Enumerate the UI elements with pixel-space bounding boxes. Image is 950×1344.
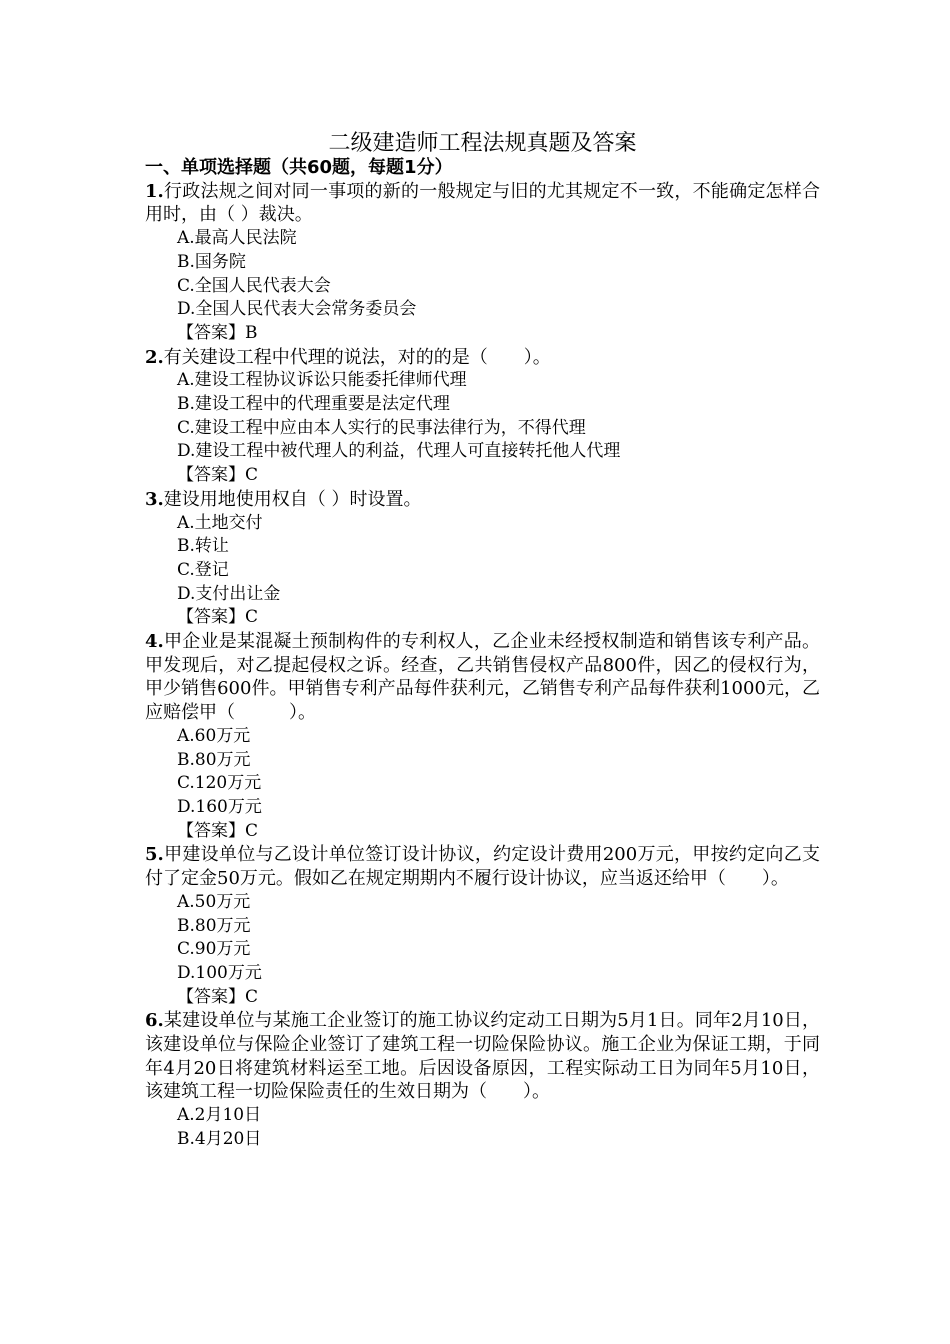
answer-option: D.全国人民代表大会常务委员会 bbox=[177, 299, 417, 320]
question-number: 1. bbox=[145, 180, 164, 202]
question-text: 甲企业是某混凝土预制构件的专利权人，乙企业未经授权制造和销售该专利产品。甲发现后，对乙提起侵权之诉。经查，乙共销售侵权产品800件，因乙的侵权行为，甲少销售600件。甲销售专利产品每件获利元，乙销售专利产品每件获利1000元，乙应赔偿甲（ ）。 bbox=[145, 631, 820, 724]
question-block bbox=[145, 180, 820, 346]
answer-option: C.90万元 bbox=[177, 939, 251, 960]
answer-option: B.建设工程中的代理重要是法定代理 bbox=[177, 394, 450, 415]
answer-option: D.100万元 bbox=[177, 962, 262, 983]
question-text: 某建设单位与某施工企业签订的施工协议约定动工日期为5月1日。同年2月10日，该建设单位与保险企业签订了建筑工程一切险保险协议。施工企业为保证工期，于同年4月20日将建筑材料运至工地。后因设备原因，工程实际动工日为同年5月10日，该建筑工程一切险保险责任的生效日期为（ ）。 bbox=[145, 1010, 820, 1103]
answer-key: 【答案】C bbox=[177, 465, 259, 486]
question-text: 甲建设单位与乙设计单位签订设计协议，约定设计费用200万元，甲按约定向乙支付了定金50万元。假如乙在规定期期内不履行设计协议，应当返还给甲（ ）。 bbox=[145, 844, 820, 890]
answer-option: C.登记 bbox=[177, 559, 229, 580]
question-number: 2. bbox=[145, 346, 164, 368]
question-text: 行政法规之间对同一事项的新的一般规定与旧的尤其规定不一致，不能确定怎样合用时，由（ ）裁决。 bbox=[145, 180, 820, 226]
question-stem bbox=[145, 180, 820, 227]
question-number: 5. bbox=[145, 844, 164, 866]
answer-option: B.国务院 bbox=[177, 251, 246, 272]
answer-option: C.建设工程中应由本人实行的民事法律行为，不得代理 bbox=[177, 417, 586, 438]
answer-key: 【答案】C bbox=[177, 607, 259, 628]
answer-option: A.2月10日 bbox=[177, 1105, 262, 1126]
answer-key: 【答案】C bbox=[177, 986, 259, 1007]
question-block bbox=[145, 630, 820, 843]
answer-option: B.4月20日 bbox=[177, 1128, 262, 1149]
question-block bbox=[145, 488, 820, 630]
answer-option: B.80万元 bbox=[177, 749, 251, 770]
question-text: 有关建设工程中代理的说法，对的的是（ ）。 bbox=[163, 346, 551, 368]
question-stem bbox=[145, 843, 820, 890]
document-title: 二级建造师工程法规真题及答案 bbox=[328, 131, 637, 156]
question-stem bbox=[145, 488, 820, 512]
answer-option: A.建设工程协议诉讼只能委托律师代理 bbox=[177, 370, 467, 391]
question-block bbox=[145, 1009, 820, 1151]
question-number: 6. bbox=[145, 1010, 164, 1032]
answer-option: C.120万元 bbox=[177, 773, 262, 794]
question-list bbox=[145, 180, 820, 1152]
answer-option: A.土地交付 bbox=[177, 512, 263, 533]
answer-option: A.60万元 bbox=[177, 725, 251, 746]
question-stem bbox=[145, 630, 820, 725]
answer-option: A.50万元 bbox=[177, 891, 251, 912]
question-number: 4. bbox=[145, 631, 164, 653]
document-content bbox=[145, 128, 820, 1152]
answer-key: 【答案】B bbox=[177, 322, 258, 343]
answer-option: D.建设工程中被代理人的利益，代理人可直接转托他人代理 bbox=[177, 441, 621, 462]
question-block bbox=[145, 843, 820, 1009]
question-text: 建设用地使用权自（ ）时设置。 bbox=[163, 488, 422, 510]
answer-option: B.转让 bbox=[177, 536, 229, 557]
question-stem bbox=[145, 346, 820, 370]
question-block bbox=[145, 346, 820, 488]
answer-option: D.支付出让金 bbox=[177, 583, 281, 604]
answer-option: D.160万元 bbox=[177, 796, 262, 817]
section-heading: 一、单项选择题（共60题，每题1分） bbox=[145, 157, 453, 178]
answer-option: A.最高人民法院 bbox=[177, 228, 297, 249]
answer-option: B.80万元 bbox=[177, 915, 251, 936]
question-stem bbox=[145, 1009, 820, 1104]
answer-option: C.全国人民代表大会 bbox=[177, 275, 331, 296]
answer-key: 【答案】C bbox=[177, 820, 259, 841]
question-number: 3. bbox=[145, 488, 164, 510]
